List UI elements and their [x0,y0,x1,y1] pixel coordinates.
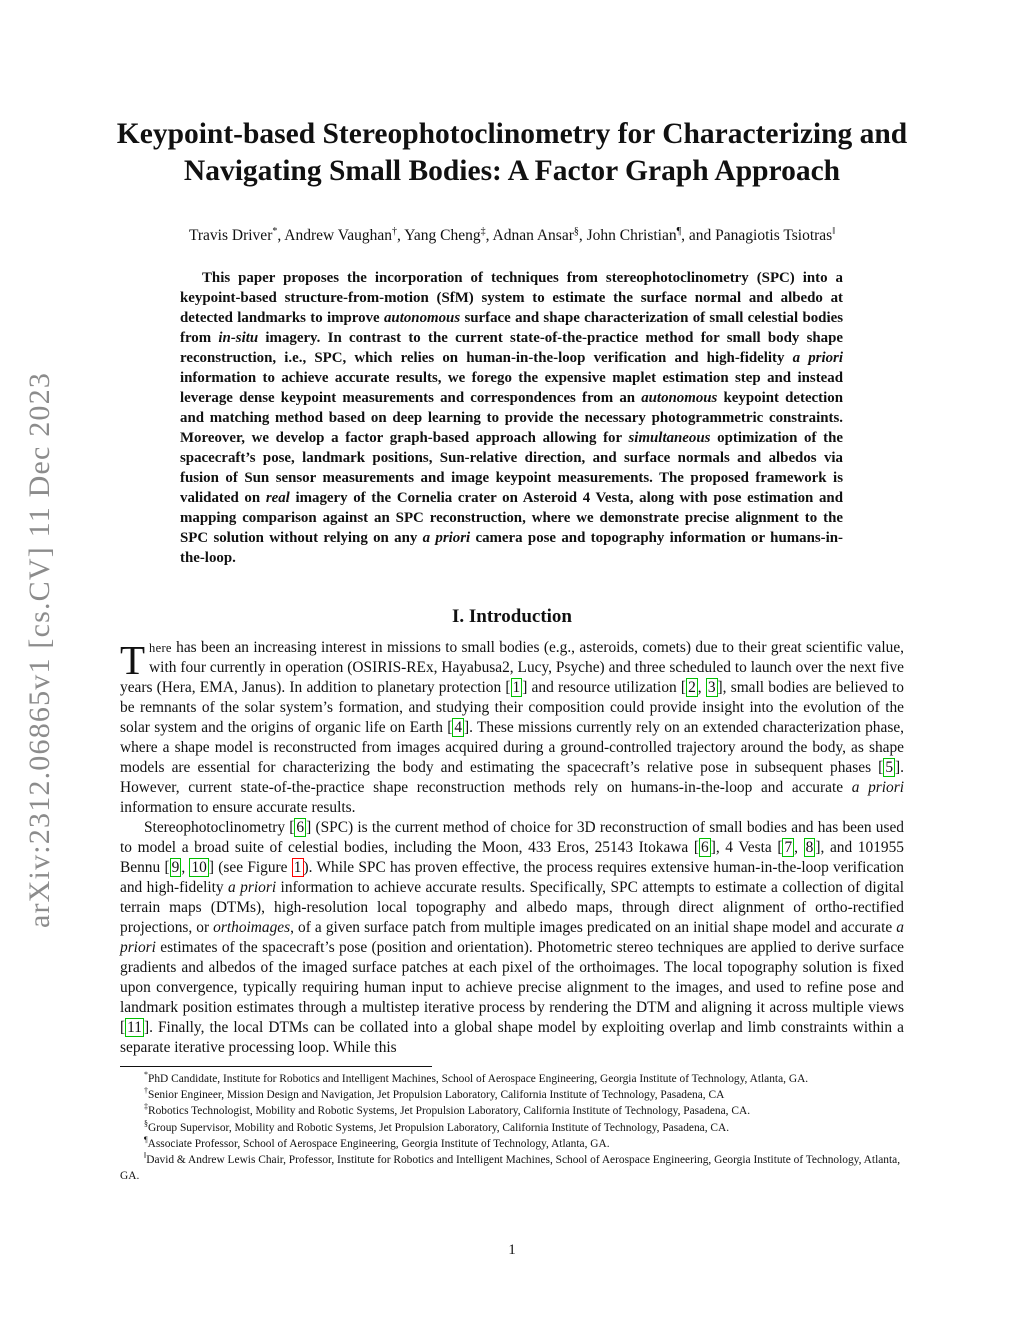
text-run: ] and resource utilization [ [522,679,687,696]
footnote [120,1152,904,1184]
author-affiliation-mark: ‡ [480,225,486,237]
italic-text: a priori [851,779,905,796]
text-run: imagery of the Cornelia crater on Asteroid 4 Vesta, along with pose estimation and mapping comparison against an SPC reconstruction, where we demonstrate precise alignment to the SPC solution without relying on any [180,490,843,546]
text-run: , [697,679,706,696]
italic-text: autonomous [641,390,718,406]
author-separator: , [485,227,493,244]
text-run: has been an increasing interest in missions to small bodies (e.g., asteroids, comets) due to their great scientific value, with four currently in operation (OSIRIS-REx, Hayabusa2, Lucy, Psyche) and three scheduled to launch over the next five years (Hera, EMA, Janus). In addition to planetary protection [ [120,639,904,696]
footnote [120,1136,904,1152]
italic-text: a priori [422,530,471,546]
body-paragraph [120,818,904,1058]
author-affiliation-mark: † [392,225,398,237]
footnotes [120,1071,904,1184]
italic-text: in-situ [218,330,259,346]
footnote-rule [120,1066,432,1067]
author-separator: , [277,227,285,244]
author-affiliation-mark: ¶ [676,225,682,237]
footnote [120,1120,904,1136]
citation-link[interactable]: 4 [454,719,463,736]
citation-link[interactable]: 8 [805,839,814,856]
text-run: ], and 101955 Bennu [ [120,839,904,876]
footnote [120,1103,904,1119]
body-paragraph [120,638,904,818]
text-run: ]. Finally, the local DTMs can be collated into a global shape model by exploiting overlap and limb constraints within a separate iterative processing loop. While this [120,1019,904,1056]
text-run: camera pose and topography information or humans-in-the-loop. [180,530,843,566]
text-run: imagery. In contrast to the current state-of-the-practice method for small body shape reconstruction, i.e., SPC, which relies on human-in-the-loop verification and high-fidelity [180,330,843,366]
author-name: Adnan Ansar [492,227,574,244]
introduction-body [120,638,904,1058]
italic-text: a priori [120,919,904,956]
author-affiliation-mark: * [272,225,278,237]
title-line: Keypoint-based Stereophotoclinometry for Characterizing and [116,118,908,150]
author-list [100,226,924,246]
footnote-text: Senior Engineer, Mission Design and Navigation, Jet Propulsion Laboratory, California Institute of Technology, Pasadena, CA [148,1089,725,1102]
citation-link[interactable]: 5 [885,759,894,776]
text-run: information to achieve accurate results, we forego the expensive maplet estimation step and instead leverage dense keypoint measurements and correspondences from an [180,370,843,406]
italic-text: orthoimages [213,919,291,936]
author-name: John Christian [586,227,677,244]
footnote-mark: * [144,1070,148,1080]
citation-link[interactable]: 7 [784,839,793,856]
author-name: Yang Cheng [404,227,481,244]
text-run: , of a given surface patch from multiple images predicated on an initial shape model and accurate [290,919,897,936]
citation-link[interactable]: 9 [171,859,180,876]
text-run: estimates of the spacecraft’s pose (position and orientation). Photometric stereo techniques are applied to derive surface gradients and albedos of the imaged surface patches at each pixel of the orthoimages. The local topography solution is fixed upon convergence, typically requiring human input to achieve precise alignment to the images, and used to refine pose and landmark position estimates through a multistep iterative process by rendering the DTM and aligning it across multiple views [ [120,939,904,1036]
author-affiliation-mark: ‖ [832,225,836,237]
text-run: optimization of the spacecraft’s pose, landmark positions, Sun-relative direction, and surface normals and albedos via fusion of Sun sensor measurements and image keypoint measurements. The proposed framework is validated on [180,430,843,506]
footnote-mark: § [144,1118,148,1128]
drop-cap: T [120,637,146,683]
italic-text: real [265,490,290,506]
text-run: ], 4 Vesta [ [710,839,783,856]
author-separator: , and [681,227,716,244]
text-run: information to ensure accurate results. [120,799,356,816]
footnote-text: David & Andrew Lewis Chair, Professor, Institute for Robotics and Intelligent Machines, School of Aerospace Engineering, Georgia Institute of Technology, Atlanta, GA. [120,1154,901,1183]
abstract [180,268,843,568]
citation-link[interactable]: 6 [296,819,305,836]
footnote-text: Group Supervisor, Mobility and Robotic Systems, Jet Propulsion Laboratory, California Institute of Technology, Pasadena, CA. [148,1121,730,1134]
italic-text: a priori [792,350,843,366]
text-run: ], small bodies are believed to be remnants of the solar system’s formation, and studying their composition could provide insight into the evolution of the solar system and the origins of organic life on Earth [ [120,679,904,736]
arxiv-identifier-stamp [12,350,68,950]
citation-link[interactable]: 6 [701,839,709,856]
italic-text: simultaneous [628,430,711,446]
page-number: 1 [508,1242,516,1258]
footnote [120,1087,904,1103]
footnote-mark: ‖ [144,1151,147,1161]
author-name: Travis Driver [188,227,273,244]
citation-link[interactable]: 11 [127,1019,142,1036]
italic-text: autonomous [383,310,461,326]
text-run: This paper proposes the incorporation of techniques from stereophotoclinometry (SPC) into a keypoint-based structure-from-motion (SfM) system to estimate the surface normal and albedo at detected landmarks to improve [180,270,843,326]
smallcaps-text: here [149,641,172,655]
text-run: , [794,839,804,856]
figure-link[interactable]: 1 [293,859,302,876]
footnote-mark: † [144,1086,148,1096]
author-separator: , [397,227,405,244]
abstract-paragraph [180,268,843,568]
title-line: Navigating Small Bodies: A Factor Graph Approach [183,155,841,187]
citation-link[interactable]: 10 [191,859,207,876]
text-run: Stereophotoclinometry [ [144,819,295,836]
text-run: ] (SPC) is the current method of choice for 3D reconstruction of small bodies and has been used to model a broad suite of celestial bodies, including the Moon, 433 Eros, 25143 Itokawa [ [120,819,904,856]
text-run: surface and shape characterization of small celestial bodies from [180,310,843,346]
author-affiliation-mark: § [573,225,579,237]
paper-title [100,116,924,190]
footnote-mark: ¶ [144,1135,148,1145]
footnote [120,1071,904,1087]
footnote-mark: ‡ [144,1102,148,1112]
citation-link[interactable]: 1 [512,679,521,696]
section-heading-introduction: I. Introduction [451,606,572,627]
author-separator: , [578,227,587,244]
text-run: keypoint detection and matching method based on deep learning to provide the necessary photogrammetric constraints. Moreover, we develop a factor graph-based approach allowing for [180,390,843,446]
arxiv-identifier-text: arXiv:2312.06865v1 [cs.CV] 11 Dec 2023 [23,371,57,929]
text-run: , [181,859,190,876]
footnote-text: Associate Professor, School of Aerospace Engineering, Georgia Institute of Technology, Atlanta, GA. [147,1137,610,1150]
text-run: ] (see Figure [208,859,292,876]
text-run: ). While SPC has proven effective, the process requires extensive human-in-the-loop verification and high-fidelity [120,859,904,896]
text-run: ]. These missions currently rely on an extended characterization phase, where a shape model is reconstructed from images acquired during a ground-controlled trajectory around the body, as shape models are essential for characterizing the body and estimating the spacecraft’s relative pose in subsequent phases [ [120,719,904,776]
citation-link[interactable]: 2 [688,679,696,696]
author-name: Andrew Vaughan [284,227,393,244]
footnote-text: Robotics Technologist, Mobility and Robotic Systems, Jet Propulsion Laboratory, California Institute of Technology, Pasadena, CA. [148,1105,751,1118]
text-run: ]. However, current state-of-the-practice shape reconstruction methods rely on humans-in-the-loop and accurate [120,759,904,796]
footnote-text: PhD Candidate, Institute for Robotics and Intelligent Machines, School of Aerospace Engineering, Georgia Institute of Technology, Atlanta, GA. [148,1073,809,1085]
author-name: Panagiotis Tsiotras [715,227,833,244]
italic-text: a priori [228,879,277,896]
text-run: information to achieve accurate results. Specifically, SPC attempts to estimate a collection of digital terrain maps (DTMs), high-resolution local topography and albedo maps, through direct alignment of ortho-rectified projections, or [120,879,904,936]
citation-link[interactable]: 3 [707,679,716,696]
